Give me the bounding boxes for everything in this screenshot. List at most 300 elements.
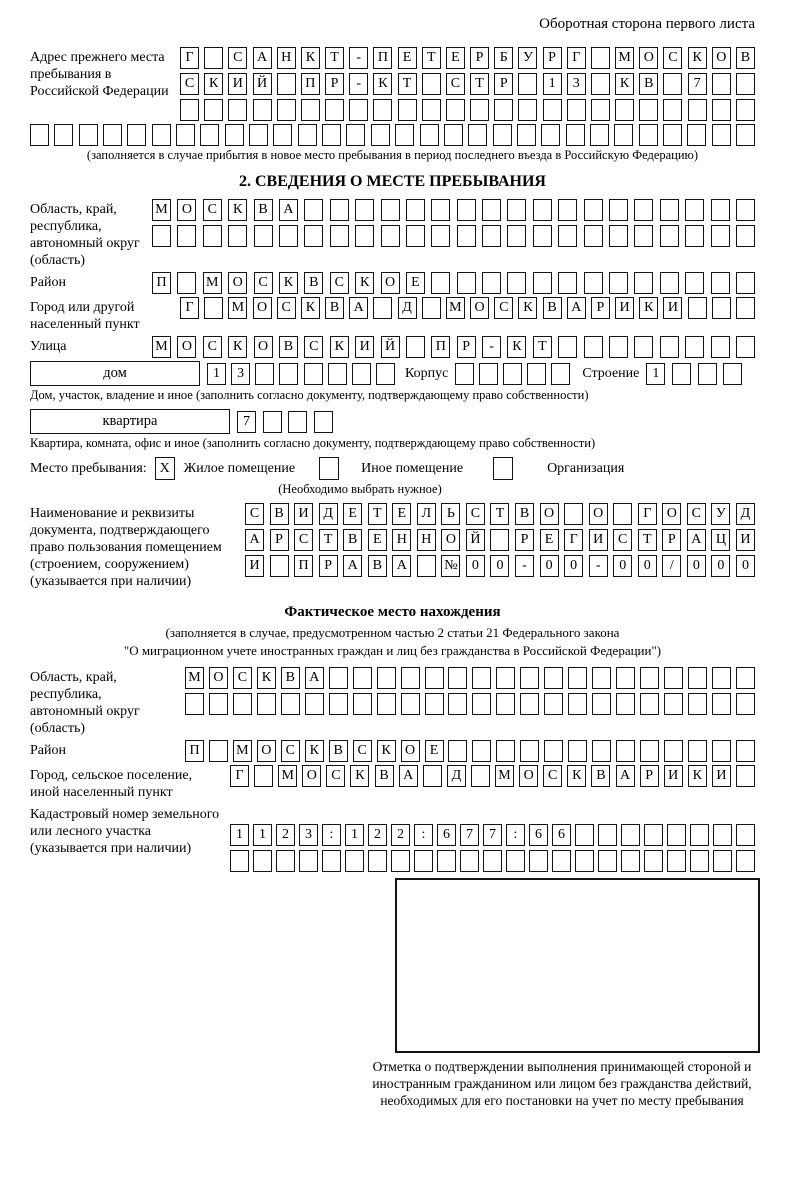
char-box [279, 363, 298, 385]
char-box: Е [446, 47, 465, 69]
char-box: В [254, 199, 273, 221]
char-box: С [304, 336, 323, 358]
char-box: Т [638, 529, 657, 551]
char-box: О [540, 503, 559, 525]
char-box [712, 693, 731, 715]
actual-location-caption-2: "О миграционном учете иностранных граждан и лиц без гражданства в Российской Федерации") [123, 643, 662, 658]
char-box: М [446, 297, 465, 319]
char-box: : [414, 824, 433, 846]
char-box: П [301, 73, 320, 95]
char-box [616, 667, 635, 689]
doc-row-3 [245, 555, 755, 577]
char-box: Б [494, 47, 513, 69]
prev-address-label: Адрес прежнего места пребывания в Российской Федерации [30, 50, 169, 99]
char-box [448, 740, 467, 762]
char-box: Т [368, 503, 387, 525]
char-box [688, 667, 707, 689]
char-box [660, 272, 679, 294]
char-box [472, 667, 491, 689]
char-box [584, 336, 603, 358]
char-box [345, 850, 364, 872]
char-box [688, 99, 707, 121]
char-box: Р [325, 73, 344, 95]
char-box [644, 850, 663, 872]
char-box [584, 199, 603, 221]
char-box: 2 [391, 824, 410, 846]
char-box: И [589, 529, 608, 551]
char-box: Н [392, 529, 411, 551]
char-box [660, 336, 679, 358]
char-box [518, 73, 537, 95]
char-box: Е [406, 272, 425, 294]
char-box: И [355, 336, 374, 358]
char-box [634, 272, 653, 294]
char-box: 1 [345, 824, 364, 846]
char-box [634, 225, 653, 247]
char-box: К [301, 297, 320, 319]
char-box [592, 740, 611, 762]
section2-title: 2. СВЕДЕНИЯ О МЕСТЕ ПРЕБЫВАНИЯ [239, 173, 546, 190]
char-box [591, 99, 610, 121]
stroenie-row [646, 363, 742, 385]
apartment-row [237, 411, 333, 433]
char-box: С [203, 199, 222, 221]
char-box [304, 225, 323, 247]
char-box: Д [736, 503, 755, 525]
char-box [299, 850, 318, 872]
char-box [355, 225, 374, 247]
char-box: 0 [613, 555, 632, 577]
char-box: К [377, 740, 396, 762]
char-box: К [279, 272, 298, 294]
char-box [711, 225, 730, 247]
char-box [613, 503, 632, 525]
char-box [431, 225, 450, 247]
stay-type-caption: (Необходимо выбрать нужное) [278, 482, 442, 496]
char-box: О [254, 336, 273, 358]
char-box [330, 199, 349, 221]
char-box [422, 99, 441, 121]
char-box: С [613, 529, 632, 551]
char-box: О [228, 272, 247, 294]
char-box [544, 667, 563, 689]
char-box: О [519, 765, 538, 787]
char-box: О [177, 199, 196, 221]
char-box [228, 99, 247, 121]
char-box [482, 199, 501, 221]
stay-type-checkbox-residential: X [155, 457, 175, 480]
char-box: К [615, 73, 634, 95]
char-box [391, 850, 410, 872]
char-box [406, 336, 425, 358]
char-box [328, 363, 347, 385]
char-box: О [257, 740, 276, 762]
char-box [712, 740, 731, 762]
char-box [457, 272, 476, 294]
char-box [664, 693, 683, 715]
char-box [177, 225, 196, 247]
char-box [736, 124, 755, 146]
char-box [591, 73, 610, 95]
char-box [401, 693, 420, 715]
char-box [314, 411, 333, 433]
char-box [496, 740, 515, 762]
char-box: К [257, 667, 276, 689]
char-box: А [399, 765, 418, 787]
char-box [479, 363, 498, 385]
char-box: В [279, 336, 298, 358]
char-box: О [589, 503, 608, 525]
char-box [176, 124, 195, 146]
char-box: А [245, 529, 264, 551]
char-box: С [245, 503, 264, 525]
char-box: 1 [230, 824, 249, 846]
char-box [273, 124, 292, 146]
char-box [575, 824, 594, 846]
prev-address-block [30, 47, 755, 121]
char-box: 6 [529, 824, 548, 846]
char-box: К [301, 47, 320, 69]
char-box [376, 363, 395, 385]
char-box [276, 850, 295, 872]
char-box [373, 297, 392, 319]
char-box [736, 693, 755, 715]
korpus-row [455, 363, 570, 385]
char-box: Г [180, 47, 199, 69]
char-box: 7 [688, 73, 707, 95]
char-box [614, 124, 633, 146]
char-box [472, 693, 491, 715]
char-box [711, 336, 730, 358]
char-box: Р [543, 47, 562, 69]
char-box: О [177, 336, 196, 358]
char-box: Р [457, 336, 476, 358]
char-box [79, 124, 98, 146]
char-box [482, 225, 501, 247]
region-label: Область, край, республика, автономный округ (область) [30, 202, 140, 268]
char-box [644, 824, 663, 846]
char-box: К [567, 765, 586, 787]
char-box: 1 [253, 824, 272, 846]
char-box [685, 336, 704, 358]
char-box [431, 199, 450, 221]
char-box: Й [381, 336, 400, 358]
char-box: К [204, 73, 223, 95]
char-box [544, 740, 563, 762]
char-box [152, 225, 171, 247]
street-label: Улица [30, 339, 67, 354]
house-block [30, 361, 755, 386]
char-box [298, 124, 317, 146]
char-box [566, 124, 585, 146]
char-box: М [495, 765, 514, 787]
char-box [431, 272, 450, 294]
char-box [437, 850, 456, 872]
char-box [200, 124, 219, 146]
char-box: В [543, 297, 562, 319]
char-box: И [615, 297, 634, 319]
char-box [263, 411, 282, 433]
char-box [687, 124, 706, 146]
char-box [660, 199, 679, 221]
char-box: К [373, 73, 392, 95]
char-box: Д [319, 503, 338, 525]
char-box: 3 [299, 824, 318, 846]
char-box [667, 850, 686, 872]
char-box: А [279, 199, 298, 221]
char-box [446, 99, 465, 121]
char-box [568, 667, 587, 689]
char-box: О [209, 667, 228, 689]
char-box: Д [398, 297, 417, 319]
char-box: Т [470, 73, 489, 95]
char-box [712, 99, 731, 121]
char-box [322, 124, 341, 146]
doc-label: Наименование и реквизиты документа, подтверждающего право пользования помещением (строением, сооружением) (указывается при наличии) [30, 506, 222, 589]
char-box [736, 99, 755, 121]
char-box [592, 667, 611, 689]
char-box [736, 667, 755, 689]
char-box: Ц [711, 529, 730, 551]
char-box [640, 693, 659, 715]
char-box: В [304, 272, 323, 294]
char-box: В [325, 297, 344, 319]
char-box: В [591, 765, 610, 787]
char-box: 3 [231, 363, 250, 385]
char-box [423, 765, 442, 787]
char-box: К [330, 336, 349, 358]
char-box [381, 225, 400, 247]
char-box [422, 73, 441, 95]
char-box: И [736, 529, 755, 551]
char-box: В [515, 503, 534, 525]
char-box: К [507, 336, 526, 358]
char-box: 0 [638, 555, 657, 577]
char-box [322, 850, 341, 872]
char-box [558, 336, 577, 358]
char-box: С [228, 47, 247, 69]
char-box: К [228, 199, 247, 221]
section2-city-block [30, 297, 755, 333]
char-box [305, 693, 324, 715]
char-box [663, 124, 682, 146]
char-box: Е [392, 503, 411, 525]
char-box: С [446, 73, 465, 95]
char-box [663, 73, 682, 95]
char-box: К [355, 272, 374, 294]
char-box [598, 850, 617, 872]
char-box [736, 765, 755, 787]
char-box [533, 272, 552, 294]
char-box [688, 297, 707, 319]
char-box: Н [277, 47, 296, 69]
actual-city-row [230, 765, 755, 787]
char-box [712, 667, 731, 689]
char-box: - [589, 555, 608, 577]
char-box [103, 124, 122, 146]
district-label: Район [30, 275, 66, 290]
confirmation-stamp-box [395, 878, 760, 1053]
char-box: Г [567, 47, 586, 69]
char-box: Т [325, 47, 344, 69]
char-box: Й [253, 73, 272, 95]
prev-address-row-4 [30, 124, 755, 146]
char-box: С [326, 765, 345, 787]
char-box [253, 99, 272, 121]
actual-district-row [185, 740, 755, 762]
char-box: М [152, 336, 171, 358]
char-box [667, 824, 686, 846]
char-box: А [567, 297, 586, 319]
char-box: В [329, 740, 348, 762]
stay-type-checkbox-other [319, 457, 339, 480]
char-box: О [712, 47, 731, 69]
char-box [558, 225, 577, 247]
char-box: У [518, 47, 537, 69]
char-box [507, 199, 526, 221]
city-row [180, 297, 755, 319]
char-box: Г [564, 529, 583, 551]
stay-type-option-organization: Организация [547, 460, 625, 476]
char-box [533, 199, 552, 221]
char-box: Т [422, 47, 441, 69]
cadastre-label: Кадастровый номер земельного или лесного участка (указывается при наличии) [30, 807, 220, 856]
char-box [414, 850, 433, 872]
char-box: С [203, 336, 222, 358]
char-box: У [711, 503, 730, 525]
char-box [254, 225, 273, 247]
char-box: Г [230, 765, 249, 787]
char-box [640, 667, 659, 689]
char-box [330, 225, 349, 247]
char-box [494, 99, 513, 121]
char-box [711, 199, 730, 221]
char-box [736, 199, 755, 221]
char-box: М [615, 47, 634, 69]
char-box [736, 850, 755, 872]
char-box: Е [540, 529, 559, 551]
char-box [304, 363, 323, 385]
char-box: Р [319, 555, 338, 577]
char-box: С [353, 740, 372, 762]
char-box [616, 693, 635, 715]
char-box [444, 124, 463, 146]
street-row [152, 336, 755, 358]
char-box: А [392, 555, 411, 577]
char-box: К [350, 765, 369, 787]
house-caption: Дом, участок, владение и иное (заполнить согласно документу, подтверждающему право собственности) [30, 388, 589, 402]
char-box: 0 [466, 555, 485, 577]
char-box [353, 667, 372, 689]
char-box: 0 [540, 555, 559, 577]
char-box: И [663, 297, 682, 319]
doc-block [30, 503, 755, 590]
char-box: К [639, 297, 658, 319]
char-box: Р [662, 529, 681, 551]
char-box [468, 124, 487, 146]
char-box [483, 850, 502, 872]
char-box [688, 740, 707, 762]
char-box: К [228, 336, 247, 358]
char-box: И [245, 555, 264, 577]
char-box: Р [270, 529, 289, 551]
char-box: Р [494, 73, 513, 95]
char-box: Е [398, 47, 417, 69]
char-box: Р [591, 297, 610, 319]
char-box [640, 740, 659, 762]
char-box [425, 667, 444, 689]
char-box: Е [425, 740, 444, 762]
char-box [591, 47, 610, 69]
char-box [558, 272, 577, 294]
char-box [713, 850, 732, 872]
char-box [425, 693, 444, 715]
char-box [254, 765, 273, 787]
apartment-caption: Квартира, комната, офис и иное (заполнить согласно документу, подтверждающему право собственности) [30, 436, 596, 450]
char-box: Р [515, 529, 534, 551]
char-box [457, 199, 476, 221]
stay-type-option-residential: Жилое помещение [183, 460, 296, 476]
char-box [712, 73, 731, 95]
char-box: А [305, 667, 324, 689]
char-box: О [639, 47, 658, 69]
char-box [711, 272, 730, 294]
char-box: : [322, 824, 341, 846]
char-box [233, 693, 252, 715]
char-box: 7 [237, 411, 256, 433]
char-box [249, 124, 268, 146]
char-box: С [254, 272, 273, 294]
char-box [736, 824, 755, 846]
char-box: И [294, 503, 313, 525]
char-box: 0 [564, 555, 583, 577]
char-box [736, 272, 755, 294]
char-box [152, 124, 171, 146]
char-box: И [712, 765, 731, 787]
char-box: М [203, 272, 222, 294]
char-box: А [253, 47, 272, 69]
char-box [204, 99, 223, 121]
char-box [609, 272, 628, 294]
char-box: О [381, 272, 400, 294]
char-box [690, 824, 709, 846]
char-box [288, 411, 307, 433]
char-box: 0 [711, 555, 730, 577]
char-box [329, 693, 348, 715]
char-box: 6 [437, 824, 456, 846]
char-box: / [662, 555, 681, 577]
char-box [177, 272, 196, 294]
char-box [346, 124, 365, 146]
char-box [353, 693, 372, 715]
char-box [609, 225, 628, 247]
char-box [503, 363, 522, 385]
char-box [490, 529, 509, 551]
char-box: С [277, 297, 296, 319]
char-box: Ь [441, 503, 460, 525]
char-box [401, 667, 420, 689]
char-box [529, 850, 548, 872]
char-box [406, 199, 425, 221]
actual-region-row-2 [185, 693, 755, 715]
char-box [621, 824, 640, 846]
char-box [472, 740, 491, 762]
char-box [584, 225, 603, 247]
char-box [225, 124, 244, 146]
form-page [30, 47, 755, 1109]
char-box [482, 272, 501, 294]
char-box [448, 667, 467, 689]
